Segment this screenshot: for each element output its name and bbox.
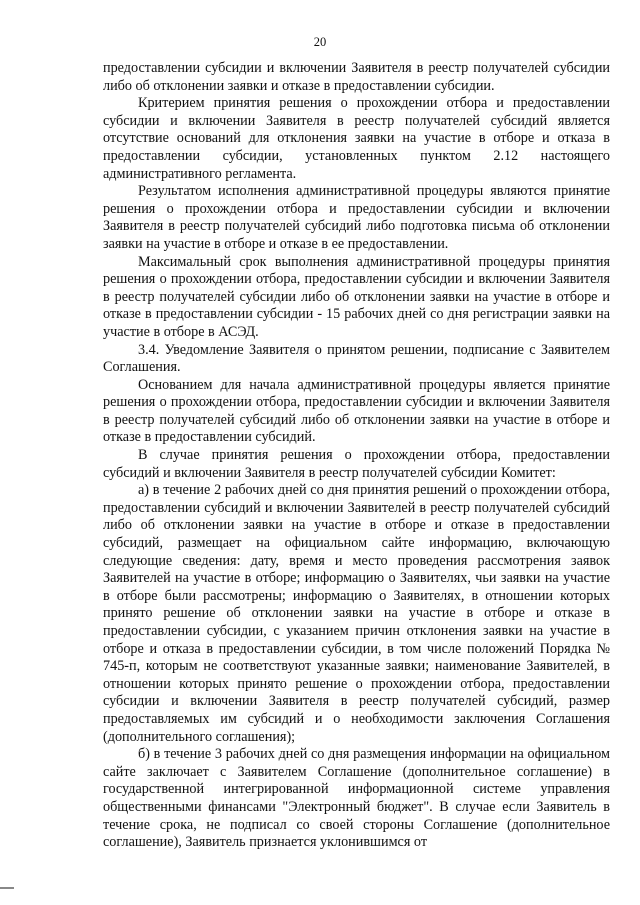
list-item-b: б) в течение 3 рабочих дней со дня размещения информации на официальном сайте заключает с Заявителем Соглашение (дополнительное соглашение) в государственной интегрированной информационной системе управления общественными финансами "Электронный бюджет". В случае если Заявитель в течение срока, не подписал со своей стороны Соглашение (дополнительное соглашение), Заявитель признается уклонившимся от (103, 746, 610, 851)
list-item-a: а) в течение 2 рабочих дней со дня принятия решений о прохождении отбора, предоставлении субсидий и включении Заявителей в реестр получателей субсидий либо об отклонении заявки на участие в отборе и отказе в предоставлении субсидий, размещает на официальном сайте информацию, включающую следующие сведения: дату, время и место проведения рассмотрения заявок Заявителей на участие в отборе; информацию о Заявителях, чьи заявки на участие в отборе были рассмотрены; информацию о Заявителях, в отношении которых принято решение об отклонении заявки на участие в отборе и отказе в предоставлении субсидии, с указанием причин отклонения заявки на участие в отборе и отказа в предоставлении субсидии, в том числе положений Порядка № 745-п, которым не соответствуют указанные заявки; наименование Заявителей, в отношении которых принято решение о прохождении отбора, предоставлении субсидии и включении Заявителя в реестр получателей субсидий, размер предоставляемых им субсидий и о необходимости заключения Соглашения (дополнительного соглашения); (103, 482, 610, 745)
page-number: 20 (313, 35, 327, 49)
paragraph-max-duration: Максимальный срок выполнения административной процедуры принятия решения о прохождении отбора, предоставлении субсидии и включении Заявителя в реестр получателей субсидии либо об отклонении заявки на участие в отборе и отказе в предоставлении субсидии - 15 рабочих дней со дня регистрации заявки на участие в отборе в АСЭД. (103, 253, 610, 340)
paragraph-committee-actions: В случае принятия решения о прохождении отбора, предоставлении субсидий и включении Заявителя в реестр получателей субсидии Комитет: (103, 447, 610, 481)
paragraph-continuation: предоставлении субсидии и включении Заявителя в реестр получателей субсидии либо об отклонении заявки и отказе в предоставлении субсидии. (103, 60, 610, 94)
paragraph-procedure-result: Результатом исполнения административной процедуры являются принятие решения о прохождении отбора и предоставлении субсидии и включении Заявителя в реестр получателей субсидий либо подготовка письма об отклонении заявки на участие в отборе и отказе в ее предоставлении. (103, 183, 610, 252)
paragraph-decision-criterion: Критерием принятия решения о прохождении отбора и предоставлении субсидии и включении Заявителя в реестр получателей субсидий является отсутствие оснований для отклонения заявки на участие в отборе и отказа в предоставлении субсидии, установленных пунктом 2.12 настоящего административного регламента. (103, 95, 610, 182)
paragraph-procedure-basis: Основанием для начала административной процедуры является принятие решения о прохождении отбора, предоставлении субсидии и включении Заявителя в реестр получателей субсидий либо об отклонении заявки на участие в отборе и отказе в предоставлении субсидий. (103, 376, 610, 446)
document-body (103, 60, 610, 852)
section-heading-3-4: 3.4. Уведомление Заявителя о принятом решении, подписание с Заявителем Соглашения. (103, 341, 610, 376)
scan-edge-mark (0, 887, 14, 889)
